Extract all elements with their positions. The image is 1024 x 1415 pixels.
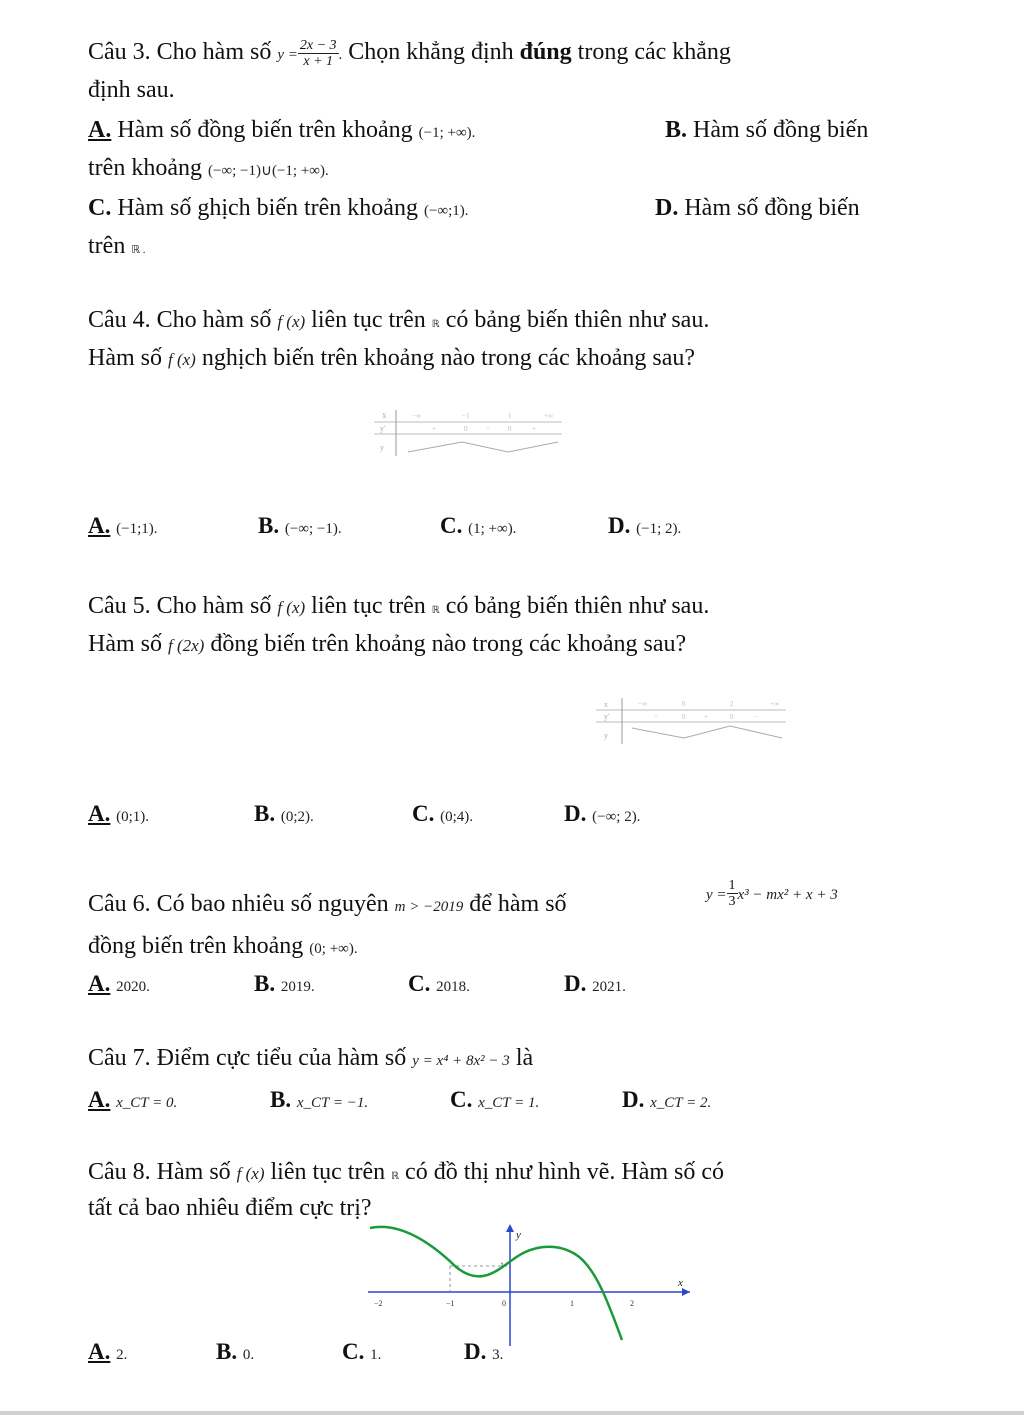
svg-text:+: + bbox=[532, 425, 536, 433]
svg-text:x: x bbox=[604, 700, 608, 709]
svg-text:0: 0 bbox=[682, 700, 686, 708]
q3-option-b-cont: trên khoảng (−∞; −1)∪(−1; +∞). bbox=[88, 155, 329, 181]
q4-variation-table bbox=[372, 406, 564, 458]
svg-text:0: 0 bbox=[682, 713, 686, 721]
q7-option-c: C. x_CT = 1. bbox=[450, 1087, 540, 1112]
q5-option-b: B. (0;2). bbox=[254, 801, 314, 826]
svg-text:0: 0 bbox=[464, 425, 468, 433]
svg-text:−∞: −∞ bbox=[412, 412, 421, 420]
q3-option-b: B. Hàm số đồng biến bbox=[665, 117, 869, 143]
svg-text:−: − bbox=[486, 425, 490, 433]
q4-line2: Hàm số f (x) nghịch biến trên khoảng nào trong các khoảng sau? bbox=[88, 345, 696, 371]
q6-option-b: B. 2019. bbox=[254, 971, 315, 996]
svg-text:−∞: −∞ bbox=[638, 700, 647, 708]
svg-text:2: 2 bbox=[730, 700, 734, 708]
q4-option-b: B. (−∞; −1). bbox=[258, 513, 342, 538]
svg-text:−: − bbox=[754, 713, 758, 721]
q5-variation-table bbox=[594, 696, 788, 746]
svg-text:−1: −1 bbox=[462, 412, 470, 420]
q3-option-d-cont: trên ℝ . bbox=[88, 233, 146, 259]
q8-option-d: D. 3. bbox=[464, 1339, 504, 1364]
svg-text:y: y bbox=[380, 443, 384, 452]
svg-text:−: − bbox=[654, 713, 658, 721]
q3-fraction: $\frac{2x - 3}{x + 1}$ bbox=[299, 38, 337, 69]
svg-text:x: x bbox=[382, 410, 387, 420]
svg-text:y′: y′ bbox=[604, 712, 610, 721]
x-axis-arrow bbox=[682, 1288, 690, 1296]
function-curve bbox=[370, 1227, 622, 1340]
q8-option-c: C. 1. bbox=[342, 1339, 382, 1364]
svg-text:+: + bbox=[704, 713, 708, 721]
q8-line2: tất cả bao nhiêu điểm cực trị? bbox=[88, 1195, 372, 1221]
q7-line1: Câu 7. Điểm cực tiểu của hàm số y = x⁴ + 8x² − 3 là bbox=[88, 1045, 534, 1071]
x-axis-label: x bbox=[678, 1277, 683, 1289]
tick-label-neg1: −1 bbox=[446, 1299, 455, 1308]
q6-option-a: A. 2020. bbox=[88, 971, 150, 996]
q7-option-d: D. x_CT = 2. bbox=[622, 1087, 712, 1112]
q5-option-a: A. (0;1). bbox=[88, 801, 150, 826]
svg-text:0: 0 bbox=[508, 425, 512, 433]
y-axis-label: y bbox=[516, 1229, 521, 1241]
q3-line2: định sau. bbox=[88, 77, 175, 103]
y-axis-arrow bbox=[506, 1224, 514, 1232]
q4-line1: Câu 4. Cho hàm số f (x) liên tục trên ℝ có bảng biến thiên như sau. bbox=[88, 307, 710, 333]
page-bottom-edge bbox=[0, 1411, 1024, 1415]
q4-option-c: C. (1; +∞). bbox=[440, 513, 517, 538]
q3-option-c: C. Hàm số ghịch biến trên khoảng (−∞;1). bbox=[88, 195, 469, 221]
q7-option-a: A. x_CT = 0. bbox=[88, 1087, 178, 1112]
tick-label-0: 0 bbox=[502, 1299, 506, 1308]
q4-option-a: A. (−1;1). bbox=[88, 513, 158, 538]
q8-option-b: B. 0. bbox=[216, 1339, 255, 1364]
svg-text:+: + bbox=[432, 425, 436, 433]
svg-text:y: y bbox=[604, 731, 608, 740]
q4-option-d: D. (−1; 2). bbox=[608, 513, 682, 538]
q6-option-d: D. 2021. bbox=[564, 971, 626, 996]
q6-function: y = $\frac{1}{3}$ x³ − mx² + x + 3 bbox=[706, 878, 838, 909]
svg-text:y′: y′ bbox=[380, 424, 386, 433]
q6-option-c: C. 2018. bbox=[408, 971, 470, 996]
q3-option-d: D. Hàm số đồng biến bbox=[655, 195, 860, 221]
svg-text:+∞: +∞ bbox=[770, 700, 779, 708]
q6-line1: Câu 6. Có bao nhiêu số nguyên m > −2019 để hàm số bbox=[88, 891, 567, 917]
svg-text:+∞: +∞ bbox=[544, 412, 553, 420]
svg-text:1: 1 bbox=[508, 412, 512, 420]
tick-label-2: 2 bbox=[630, 1299, 634, 1308]
q6-fraction: $\frac{1}{3}$ bbox=[728, 878, 736, 909]
q7-option-b: B. x_CT = −1. bbox=[270, 1087, 369, 1112]
q6-line2: đồng biến trên khoảng (0; +∞). bbox=[88, 933, 358, 959]
q5-line2: Hàm số f (2x) đồng biến trên khoảng nào trong các khoảng sau? bbox=[88, 631, 687, 657]
y-tick-label-1: 1 bbox=[500, 1261, 504, 1270]
svg-text:0: 0 bbox=[730, 713, 734, 721]
q8-option-a: A. 2. bbox=[88, 1339, 128, 1364]
q5-option-d: D. (−∞; 2). bbox=[564, 801, 641, 826]
q5-option-c: C. (0;4). bbox=[412, 801, 474, 826]
q8-function-graph bbox=[360, 1222, 696, 1350]
q3-option-a: A. Hàm số đồng biến trên khoảng (−1; +∞). bbox=[88, 117, 476, 143]
tick-label-1: 1 bbox=[570, 1299, 574, 1308]
tick-label-neg2: −2 bbox=[374, 1299, 383, 1308]
q3-line1: Câu 3. Cho hàm số y = $\frac{2x - 3}{x + 1}$ . Chọn khẳng định đúng trong các khẳng bbox=[88, 38, 731, 69]
q5-line1: Câu 5. Cho hàm số f (x) liên tục trên ℝ có bảng biến thiên như sau. bbox=[88, 593, 710, 619]
q8-line1: Câu 8. Hàm số f (x) liên tục trên ℝ có đồ thị như hình vẽ. Hàm số có bbox=[88, 1159, 725, 1185]
